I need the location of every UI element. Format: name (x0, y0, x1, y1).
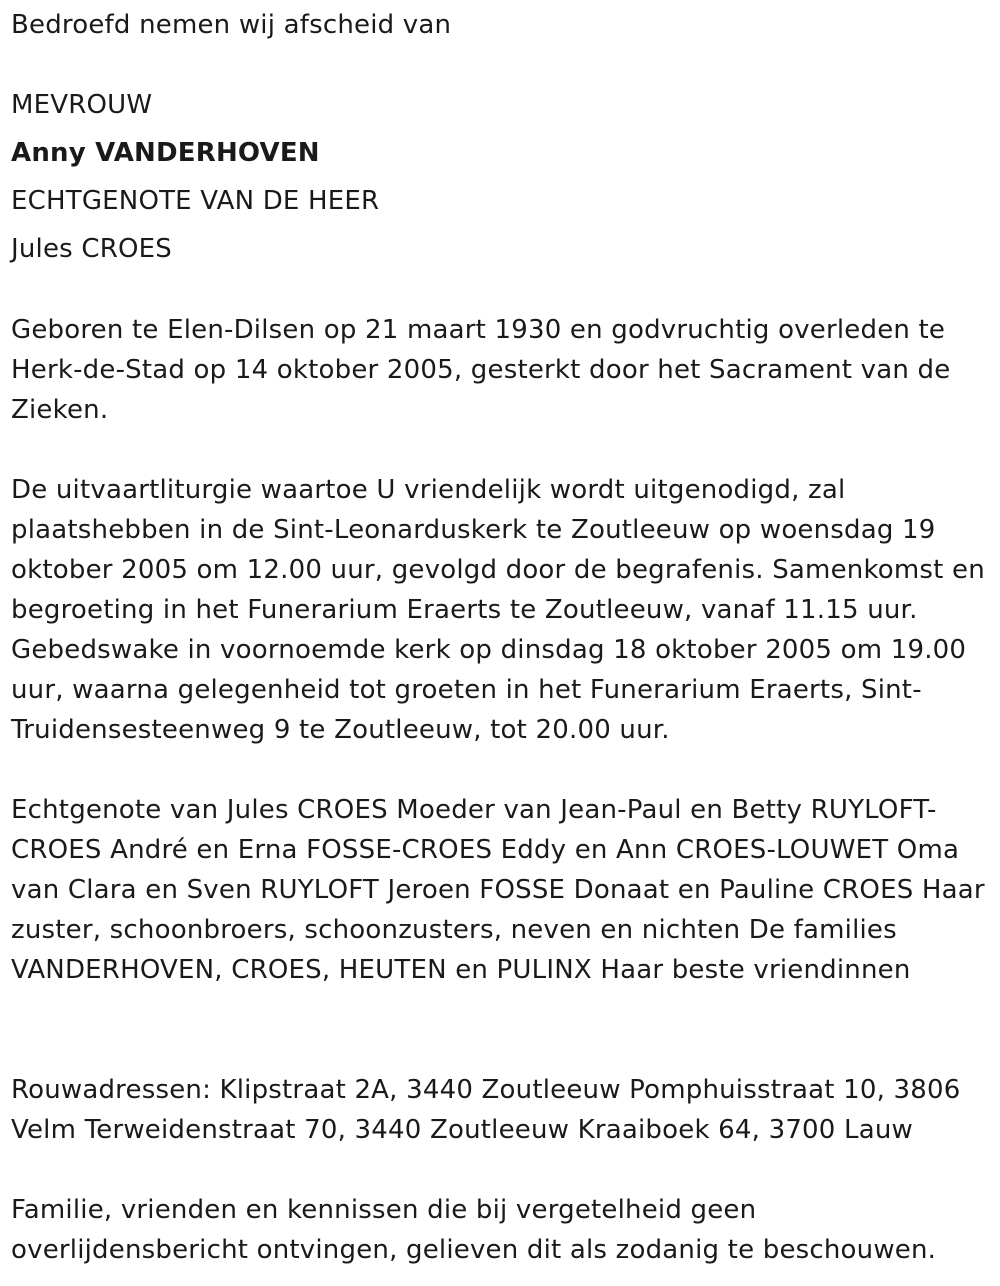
intro-text: Bedroefd nemen wij afscheid van (11, 10, 452, 40)
addresses-paragraph: Rouwadressen: Klipstraat 2A, 3440 Zoutleeuw Pomphuisstraat 10, 3806 Velm Terweidenstraat 70, 3440 Zoutleeuw Kraaiboek 64, 3700 Lauw (11, 1075, 961, 1145)
title-prefix: MEVROUW (11, 90, 153, 120)
spouse-label: ECHTGENOTE VAN DE HEER (11, 186, 380, 216)
family-paragraph: Echtgenote van Jules CROES Moeder van Jean-Paul en Betty RUYLOFT-CROES André en Erna FOSSE-CROES Eddy en Ann CROES-LOUWET Oma van Clara en Sven RUYLOFT Jeroen FOSSE Donaat en Pauline CROES Haar zuster, schoonbroers, schoonzusters, neven en nichten De families VANDERHOVEN, CROES, HEUTEN en PULINX Haar beste vriendinnen (11, 795, 985, 985)
closing-paragraph: Familie, vrienden en kennissen die bij vergetelheid geen overlijdensbericht ontvingen, gelieven dit als zodanig te beschouwen. (11, 1195, 937, 1265)
deceased-name: Anny VANDERHOVEN (11, 138, 320, 168)
birth-death-paragraph: Geboren te Elen-Dilsen op 21 maart 1930 en godvruchtig overleden te Herk-de-Stad op 14 oktober 2005, gesterkt door het Sacrament van de Zieken. (11, 315, 951, 425)
funeral-info-paragraph: De uitvaartliturgie waartoe U vriendelijk wordt uitgenodigd, zal plaatshebben in de Sint-Leonarduskerk te Zoutleeuw op woensdag 19 oktober 2005 om 12.00 uur, gevolgd door de begrafenis. Samenkomst en begroeting in het Funerarium Eraerts te Zoutleeuw, vanaf 11.15 uur. Gebedswake in voornoemde kerk op dinsdag 18 oktober 2005 om 19.00 uur, waarna gelegenheid tot groeten in het Funerarium Eraerts, Sint-Truidensesteenweg 9 te Zoutleeuw, tot 20.00 uur. (11, 475, 985, 745)
spouse-name: Jules CROES (11, 234, 172, 264)
